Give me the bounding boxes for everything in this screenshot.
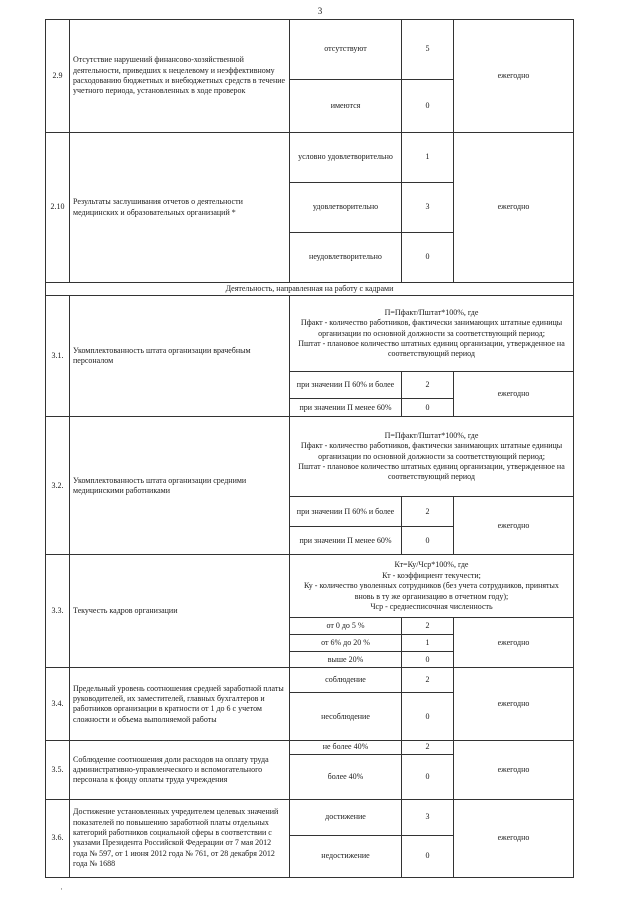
criterion-score: 2 <box>402 497 454 527</box>
frequency-cell: ежегодно <box>454 668 574 741</box>
formula-line: Чср - среднесписочная численность <box>370 601 493 611</box>
row-number: 3.2. <box>46 417 70 555</box>
criterion-label: при значении П 60% и более <box>290 372 402 399</box>
criterion-label: при значении П 60% и более <box>290 497 402 527</box>
formula-line: Кт - коэффициент текучести; <box>382 570 481 580</box>
formula-line: Пштат - плановое количество штатных единиц организации, утвержденное на соответствующий период <box>298 339 565 359</box>
row-number: 3.5. <box>46 741 70 799</box>
criterion-score: 0 <box>402 80 454 133</box>
row-number: 3.4. <box>46 668 70 741</box>
criterion-label: от 6% до 20 % <box>290 635 402 652</box>
frequency-cell: ежегодно <box>454 133 574 283</box>
criterion-label: соблюдение <box>290 668 402 693</box>
table-row <box>46 555 574 618</box>
row-number: 3.6. <box>46 799 70 877</box>
criterion-label: имеются <box>290 80 402 133</box>
formula-line: Пфакт - количество работников, фактически занимающих штатные единицы организации по основной должности за соответствующий период; <box>300 441 563 461</box>
criterion-score: 2 <box>402 668 454 693</box>
page-number: 3 <box>317 6 323 16</box>
criterion-label: достижение <box>290 799 402 835</box>
table-row <box>46 20 574 80</box>
criterion-score: 5 <box>402 20 454 80</box>
scan-speck: · <box>60 884 63 894</box>
table-row <box>46 133 574 183</box>
formula-line: Ку - количество уволенных сотрудников (без учета сотрудников, принятых вновь в ту же организацию в отчетном году); <box>304 581 559 601</box>
criterion-label: выше 20% <box>290 652 402 668</box>
criterion-score: 1 <box>402 133 454 183</box>
criterion-label: неудовлетворительно <box>290 233 402 283</box>
criterion-score: 2 <box>402 741 454 754</box>
formula-line: Пфакт - количество работников, фактически занимающих штатные единицы организации по основной должности за соответствующий период; <box>300 318 563 338</box>
formula-cell <box>290 555 574 618</box>
row-number: 3.1. <box>46 296 70 417</box>
criterion-score: 2 <box>402 618 454 635</box>
criterion-label: условно удовлетворительно <box>290 133 402 183</box>
indicator-name: Предельный уровень соотношения средней заработной платы руководителей, их заместителей, главных бухгалтеров и работников организации в кратности от 1 до 6 с учетом сложности и объема выполняемой работы <box>70 668 290 741</box>
indicator-name: Результаты заслушивания отчетов о деятельности медицинских и образовательных организаций * <box>70 133 290 283</box>
criterion-label: при значении П менее 60% <box>290 527 402 555</box>
table-row <box>46 296 574 372</box>
formula-line: Пштат - плановое количество штатных единиц организации, утвержденное на соответствующий период <box>298 462 565 482</box>
section-header-row <box>46 283 574 296</box>
frequency-cell: ежегодно <box>454 372 574 417</box>
table-row <box>46 741 574 754</box>
indicator-table <box>45 19 574 878</box>
table-row <box>46 417 574 497</box>
formula-line: Кт=Ку/Чср*100%, где <box>394 560 469 570</box>
criterion-label: недостижение <box>290 835 402 877</box>
row-number: 3.3. <box>46 555 70 668</box>
row-number: 2.9 <box>46 20 70 133</box>
criterion-score: 0 <box>402 835 454 877</box>
criterion-label: не более 40% <box>290 741 402 754</box>
indicator-name: Соблюдение соотношения доли расходов на оплату труда административно-управленческого и вспомогательного персонала к фонду оплаты труда учреждения <box>70 741 290 799</box>
formula-line: П=Пфакт/Пштат*100%, где <box>384 430 479 440</box>
indicator-table-container <box>45 19 573 867</box>
criterion-score: 2 <box>402 372 454 399</box>
criterion-label: отсутствуют <box>290 20 402 80</box>
row-number: 2.10 <box>46 133 70 283</box>
indicator-name: Достижение установленных учредителем целевых значений показателей по повышению заработной платы отдельных категорий работников социальной сферы в соответствии с указами Президента Российской Федерации от 7 мая 2012 года № 597, от 1 июня 2012 года № 761, от 28 декабря 2012 года № 1688 <box>70 799 290 877</box>
criterion-label: от 0 до 5 % <box>290 618 402 635</box>
frequency-cell: ежегодно <box>454 20 574 133</box>
table-row <box>46 799 574 835</box>
frequency-cell: ежегодно <box>454 741 574 799</box>
criterion-label: более 40% <box>290 754 402 799</box>
criterion-score: 0 <box>402 652 454 668</box>
formula-cell <box>290 296 574 372</box>
criterion-label: несоблюдение <box>290 693 402 741</box>
criterion-label: удовлетворительно <box>290 183 402 233</box>
indicator-name: Отсутствие нарушений финансово-хозяйственной деятельности, приведших к нецелевому и неэффективному расходованию бюджетных и внебюджетных средств в течение учетного периода, установленных в ходе проверок <box>70 20 290 133</box>
frequency-cell: ежегодно <box>454 497 574 555</box>
indicator-name: Текучесть кадров организации <box>70 555 290 668</box>
criterion-score: 3 <box>402 183 454 233</box>
frequency-cell: ежегодно <box>454 618 574 668</box>
criterion-score: 3 <box>402 799 454 835</box>
criterion-score: 0 <box>402 399 454 417</box>
indicator-name: Укомплектованность штата организации врачебным персоналом <box>70 296 290 417</box>
criterion-score: 0 <box>402 754 454 799</box>
formula-cell <box>290 417 574 497</box>
criterion-score: 0 <box>402 233 454 283</box>
section-title: Деятельность, направленная на работу с кадрами <box>46 283 574 296</box>
criterion-label: при значении П менее 60% <box>290 399 402 417</box>
criterion-score: 0 <box>402 527 454 555</box>
criterion-score: 0 <box>402 693 454 741</box>
criterion-score: 1 <box>402 635 454 652</box>
table-row <box>46 668 574 693</box>
indicator-name: Укомплектованность штата организации средними медицинскими работниками <box>70 417 290 555</box>
frequency-cell: ежегодно <box>454 799 574 877</box>
formula-line: П=Пфакт/Пштат*100%, где <box>384 307 479 317</box>
